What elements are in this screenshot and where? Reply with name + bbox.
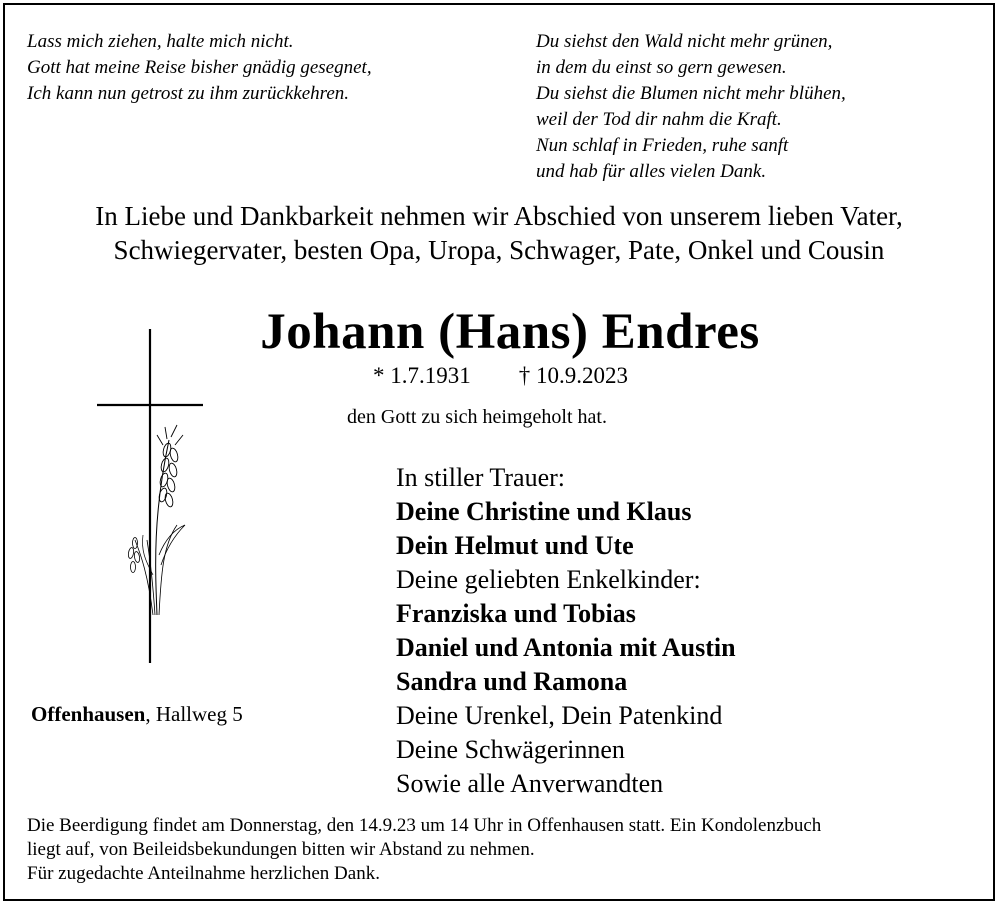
mourner-line: Deine Schwägerinnen xyxy=(396,735,625,764)
life-dates xyxy=(373,361,628,391)
death-date: † 10.9.2023 xyxy=(518,363,628,388)
address-street: , Hallweg 5 xyxy=(145,702,243,726)
poem-line: in dem du einst so gern gewesen. xyxy=(536,57,787,78)
mourner-line: Franziska und Tobias xyxy=(396,599,636,628)
funeral-notice xyxy=(27,814,977,886)
mourner-line: Daniel und Antonia mit Austin xyxy=(396,633,736,662)
mourner-line: Deine Urenkel, Dein Patenkind xyxy=(396,701,723,730)
poem-line: Gott hat meine Reise bisher gnädig gesegnet, xyxy=(27,57,372,78)
farewell-intro xyxy=(5,199,993,267)
mourners-list xyxy=(396,461,736,801)
poem-line: Du siehst den Wald nicht mehr grünen, xyxy=(536,31,833,52)
address xyxy=(31,700,243,728)
poem-line: weil der Tod dir nahm die Kraft. xyxy=(536,109,782,130)
poem-line: Du siehst die Blumen nicht mehr blühen, xyxy=(536,83,846,104)
deceased-name: Johann (Hans) Endres xyxy=(260,304,760,360)
intro-line: In Liebe und Dankbarkeit nehmen wir Abschied von unserem lieben Vater, xyxy=(95,201,903,231)
poem-line: Nun schlaf in Frieden, ruhe sanft xyxy=(536,135,789,156)
poem-line: Ich kann nun getrost zu ihm zurückkehren. xyxy=(27,83,350,104)
notice-line: Für zugedachte Anteilnahme herzlichen Dank. xyxy=(27,863,380,884)
mourner-line: Deine geliebten Enkelkinder: xyxy=(396,565,701,594)
birth-date: * 1.7.1931 xyxy=(373,363,471,388)
poem-line: Lass mich ziehen, halte mich nicht. xyxy=(27,31,294,52)
poem-line: und hab für alles vielen Dank. xyxy=(536,161,767,182)
mourner-line: Sowie alle Anverwandten xyxy=(396,769,664,798)
mourner-line: Sandra und Ramona xyxy=(396,667,628,696)
notice-line: liegt auf, von Beileidsbekundungen bitten wir Abstand zu nehmen. xyxy=(27,839,535,860)
mourner-line: Dein Helmut und Ute xyxy=(396,531,634,560)
mourner-line: In stiller Trauer: xyxy=(396,463,565,492)
mourner-line: Deine Christine und Klaus xyxy=(396,497,692,526)
obituary-card xyxy=(3,3,995,901)
cross-with-wheat-icon xyxy=(93,325,203,665)
intro-line: Schwiegervater, besten Opa, Uropa, Schwager, Pate, Onkel und Cousin xyxy=(113,235,885,265)
address-place: Offenhausen xyxy=(31,702,146,726)
poem-right xyxy=(536,29,846,185)
notice-line: Die Beerdigung findet am Donnerstag, den 14.9.23 um 14 Uhr in Offenhausen statt. Ein Kondolenzbuch xyxy=(27,815,822,836)
poem-left xyxy=(27,29,372,107)
called-home-text: den Gott zu sich heimgeholt hat. xyxy=(347,406,607,428)
